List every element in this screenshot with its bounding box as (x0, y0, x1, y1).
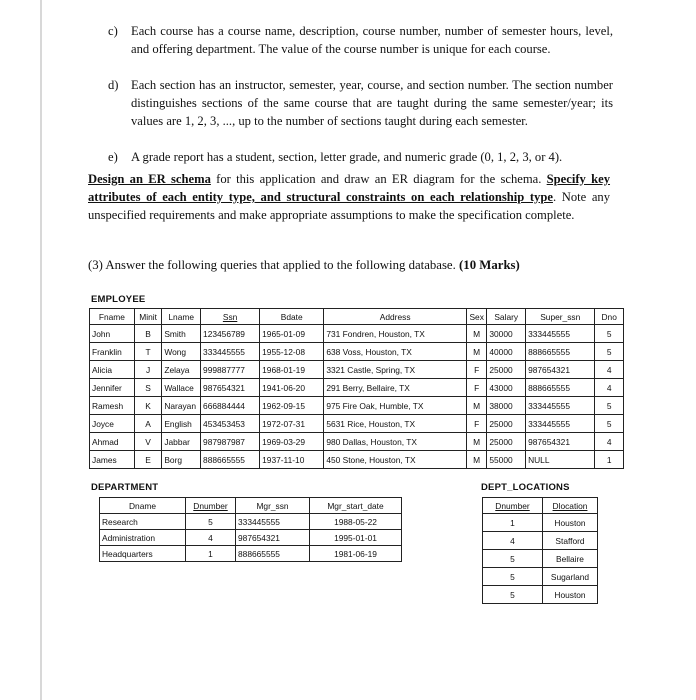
table-cell: A (134, 415, 162, 433)
table-cell: 1 (483, 514, 543, 532)
table-cell: 987654321 (236, 530, 310, 546)
table-cell: 4 (483, 532, 543, 550)
list-marker: e) (108, 150, 118, 164)
table-cell: 1965-01-09 (260, 325, 324, 343)
table-cell: Zelaya (162, 361, 201, 379)
table-cell: F (466, 415, 486, 433)
table-cell: F (466, 379, 486, 397)
table-cell: 888665555 (526, 343, 595, 361)
table-row (90, 361, 624, 379)
table-cell: 888665555 (201, 451, 260, 469)
table-cell: 5631 Rice, Houston, TX (324, 415, 467, 433)
table-row (100, 514, 402, 530)
column-header: Lname (162, 309, 201, 325)
design-paragraph (88, 170, 610, 224)
table-cell: Houston (543, 514, 598, 532)
table-cell: 987654321 (526, 433, 595, 451)
list-item-text: Each section has an instructor, semester, year, course, and section number. The section number distinguishes sections of the same course that are taught during the same semester/year; its values are 1, 2, 3, ..., up to the number of sections taught during each semester. (131, 78, 613, 128)
department-table-title: DEPARTMENT (91, 482, 159, 493)
table-cell: 5 (595, 343, 624, 361)
table-row (90, 397, 624, 415)
table-cell: 1962-09-15 (260, 397, 324, 415)
employee-header-row (90, 309, 624, 325)
column-header: Sex (466, 309, 486, 325)
table-row (483, 514, 598, 532)
question-3 (88, 256, 610, 274)
table-row (90, 433, 624, 451)
table-cell: 1981-06-19 (310, 546, 402, 562)
table-cell: Headquarters (100, 546, 186, 562)
column-header: Dno (595, 309, 624, 325)
table-row (483, 550, 598, 568)
table-cell: 450 Stone, Houston, TX (324, 451, 467, 469)
table-cell: Houston (543, 586, 598, 604)
table-cell: 38000 (487, 397, 526, 415)
column-header: Salary (487, 309, 526, 325)
table-cell: 40000 (487, 343, 526, 361)
table-cell: 666884444 (201, 397, 260, 415)
table-cell: Franklin (90, 343, 135, 361)
table-cell: M (466, 433, 486, 451)
table-cell: 987987987 (201, 433, 260, 451)
list-item-text: A grade report has a student, section, letter grade, and numeric grade (0, 1, 2, 3, or 4). (131, 150, 563, 164)
table-cell: 999887777 (201, 361, 260, 379)
table-cell: 1937-11-10 (260, 451, 324, 469)
table-cell: Stafford (543, 532, 598, 550)
table-cell: 987654321 (201, 379, 260, 397)
table-cell: James (90, 451, 135, 469)
list-item-text: Each course has a course name, description, course number, number of semester hours, level, and offering department. The value of the course number is unique for each course. (131, 24, 613, 56)
table-cell: 453453453 (201, 415, 260, 433)
employee-table (89, 308, 624, 469)
table-cell: 333445555 (236, 514, 310, 530)
table-cell: Borg (162, 451, 201, 469)
table-cell: Research (100, 514, 186, 530)
table-cell: M (466, 325, 486, 343)
table-cell: Jabbar (162, 433, 201, 451)
table-cell: Administration (100, 530, 186, 546)
table-cell: T (134, 343, 162, 361)
table-cell: 4 (186, 530, 236, 546)
design-er-schema-emphasis: Design an ER schema (88, 172, 211, 186)
table-cell: 1 (595, 451, 624, 469)
table-row (100, 530, 402, 546)
table-cell: 30000 (487, 325, 526, 343)
table-cell: 4 (595, 361, 624, 379)
table-cell: 291 Berry, Bellaire, TX (324, 379, 467, 397)
table-row (483, 586, 598, 604)
column-header: Address (324, 309, 467, 325)
dept-locations-header-row (483, 498, 598, 514)
column-header: Fname (90, 309, 135, 325)
list-item-e (108, 148, 613, 166)
table-cell: 5 (483, 586, 543, 604)
dept-locations-table-title: DEPT_LOCATIONS (481, 482, 570, 493)
question-3-marks: (10 Marks) (459, 258, 520, 272)
table-cell: J (134, 361, 162, 379)
table-row (90, 451, 624, 469)
table-row (90, 343, 624, 361)
list-item-d (108, 76, 613, 130)
column-header: Dnumber (483, 498, 543, 514)
table-cell: Narayan (162, 397, 201, 415)
specify-key-attributes-emphasis: Specify key attributes of each entity type, and structural constraints on each relationship type (88, 172, 611, 204)
table-cell: 5 (483, 568, 543, 586)
table-cell: 25000 (487, 433, 526, 451)
column-header: Mgr_start_date (310, 498, 402, 514)
column-header: Dnumber (186, 498, 236, 514)
column-header: Bdate (260, 309, 324, 325)
table-cell: 1955-12-08 (260, 343, 324, 361)
department-table (99, 497, 402, 562)
table-cell: 5 (595, 415, 624, 433)
table-cell: 43000 (487, 379, 526, 397)
table-cell: 333445555 (526, 415, 595, 433)
table-cell: 1941-06-20 (260, 379, 324, 397)
table-cell: M (466, 451, 486, 469)
table-cell: B (134, 325, 162, 343)
table-cell: 25000 (487, 415, 526, 433)
table-cell: John (90, 325, 135, 343)
list-marker: c) (108, 24, 118, 38)
table-cell: K (134, 397, 162, 415)
column-header: Minit (134, 309, 162, 325)
column-header: Mgr_ssn (236, 498, 310, 514)
table-cell: 4 (595, 433, 624, 451)
table-cell: 25000 (487, 361, 526, 379)
table-cell: Smith (162, 325, 201, 343)
list-item-c (108, 22, 613, 58)
table-cell: 1995-01-01 (310, 530, 402, 546)
table-cell: 1988-05-22 (310, 514, 402, 530)
table-cell: NULL (526, 451, 595, 469)
table-cell: V (134, 433, 162, 451)
table-cell: M (466, 397, 486, 415)
table-cell: Bellaire (543, 550, 598, 568)
table-row (90, 325, 624, 343)
table-row (90, 379, 624, 397)
table-cell: 3321 Castle, Spring, TX (324, 361, 467, 379)
table-cell: Joyce (90, 415, 135, 433)
table-cell: 888665555 (526, 379, 595, 397)
employee-table-title: EMPLOYEE (91, 294, 146, 305)
question-3-text: (3) Answer the following queries that applied to the following database. (88, 258, 460, 272)
table-cell: 5 (595, 397, 624, 415)
table-cell: 888665555 (236, 546, 310, 562)
list-marker: d) (108, 78, 119, 92)
design-paragraph-text-1: for this application and draw an ER diagram for the schema. (210, 172, 547, 186)
table-cell: Ramesh (90, 397, 135, 415)
column-header: Dname (100, 498, 186, 514)
design-paragraph-text-2: . Note any unspecified requirements and make appropriate assumptions to make the specification complete. (88, 190, 611, 222)
table-cell: Sugarland (543, 568, 598, 586)
table-cell: 4 (595, 379, 624, 397)
column-header: Dlocation (543, 498, 598, 514)
table-cell: Alicia (90, 361, 135, 379)
table-cell: 1972-07-31 (260, 415, 324, 433)
table-cell: E (134, 451, 162, 469)
table-cell: Jennifer (90, 379, 135, 397)
table-cell: 638 Voss, Houston, TX (324, 343, 467, 361)
table-cell: 333445555 (201, 343, 260, 361)
column-header: Ssn (201, 309, 260, 325)
table-row (90, 415, 624, 433)
dept-locations-table (482, 497, 598, 604)
table-row (483, 568, 598, 586)
table-cell: 987654321 (526, 361, 595, 379)
table-cell: F (466, 361, 486, 379)
table-cell: Wong (162, 343, 201, 361)
table-cell: Ahmad (90, 433, 135, 451)
table-cell: 333445555 (526, 397, 595, 415)
table-cell: 1968-01-19 (260, 361, 324, 379)
table-cell: 5 (483, 550, 543, 568)
department-header-row (100, 498, 402, 514)
table-cell: 5 (595, 325, 624, 343)
table-cell: 55000 (487, 451, 526, 469)
column-header: Super_ssn (526, 309, 595, 325)
table-cell: 333445555 (526, 325, 595, 343)
table-cell: 975 Fire Oak, Humble, TX (324, 397, 467, 415)
table-cell: 1969-03-29 (260, 433, 324, 451)
table-row (483, 532, 598, 550)
table-cell: 123456789 (201, 325, 260, 343)
page-margin-line (40, 0, 42, 700)
table-cell: S (134, 379, 162, 397)
table-cell: M (466, 343, 486, 361)
table-cell: 731 Fondren, Houston, TX (324, 325, 467, 343)
table-cell: 1 (186, 546, 236, 562)
table-cell: Wallace (162, 379, 201, 397)
table-cell: 5 (186, 514, 236, 530)
table-cell: 980 Dallas, Houston, TX (324, 433, 467, 451)
table-row (100, 546, 402, 562)
table-cell: English (162, 415, 201, 433)
